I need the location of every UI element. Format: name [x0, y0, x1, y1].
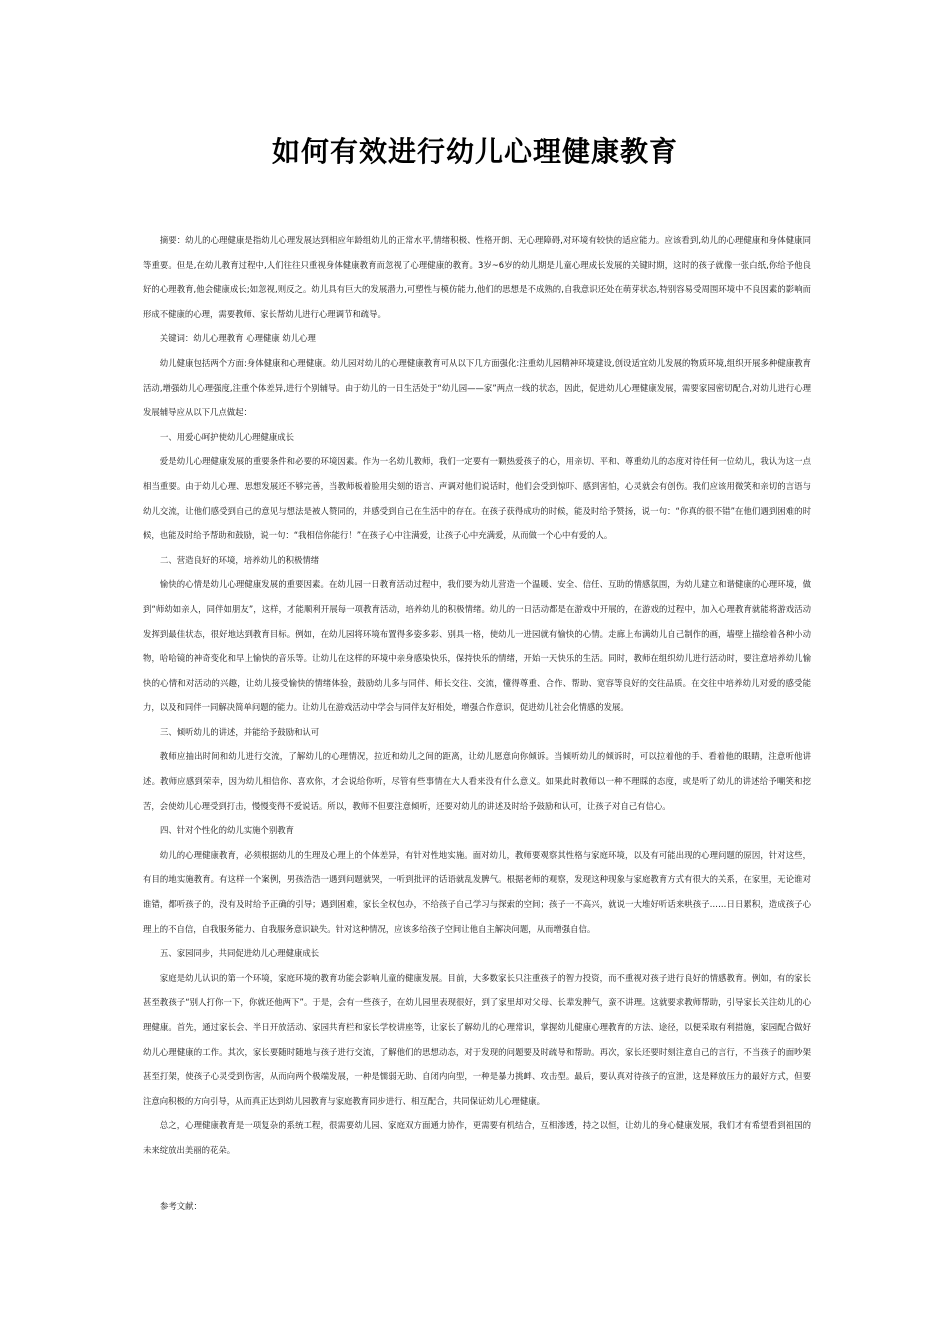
conclusion-paragraph: 总之，心理健康教育是一项复杂的系统工程，很需要幼儿园、家庭双方面通力协作，更需要有机结合，互相渗透，持之以恒，让幼儿的身心健康发展，我们才有希望看到祖国的未来绽放出美丽的花朵。: [143, 1120, 811, 1155]
document-body: [143, 228, 811, 1163]
section-heading-3: 三、倾听幼儿的讲述，并能给予鼓励和认可: [160, 726, 320, 737]
keywords-line: 关键词：幼儿心理教育 心理健康 幼儿心理: [159, 333, 316, 344]
section-paragraph-5: 家庭是幼儿认识的第一个环境，家庭环境的教育功能会影响儿童的健康发展。目前，大多数家长只注重孩子的智力投资，而不重视对孩子进行良好的情感教育。例如，有的家长甚至教孩子“别人打你一下，你就还他两下”。于是，会有一些孩子，在幼儿园里表现很好，到了家里却对父母、长辈发脾气，蛮不讲理。这就要求教师帮助，引导家长关注幼儿的心理健康。首先，通过家长会、半日开放活动、家园共育栏和家长学校讲座等，让家长了解幼儿的心理常识，掌握幼儿健康心理教育的方法、途径，以便采取有利措施，家园配合做好幼儿心理健康的工作。其次，家长要随时随地与孩子进行交流，了解他们的思想动态，对于发现的问题要及时疏导和帮助。再次，家长还要时刻注意自己的言行，不当孩子的面吵架甚至打架，使孩子心灵受到伤害，从而向两个极端发展，一种是懦弱无助、自闭内向型，一种是暴力挑衅、攻击型。最后，要认真对待孩子的宣泄，这是释放压力的最好方式，但要注意向积极的方向引导，从而真正达到幼儿园教育与家庭教育同步进行、相互配合，共同保证幼儿心理健康。: [143, 972, 811, 1106]
section-heading-4: 四、针对个性化的幼儿实施个别教育: [160, 825, 294, 836]
intro-paragraph: 幼儿健康包括两个方面:身体健康和心理健康。幼儿园对幼儿的心理健康教育可从以下几方面强化:注重幼儿园精神环境建设,创设适宜幼儿发展的物质环境,组织开展多种健康教育活动,增强幼儿心理强度,注重个体差异,进行个别辅导。由于幼儿的一日生活处于“幼儿园——家”两点一线的状态，因此，促进幼儿心理健康发展，需要家园密切配合,对幼儿进行心理发展辅导应从以下几点做起：: [143, 357, 811, 418]
section-paragraph-4: 幼儿的心理健康教育，必须根据幼儿的生理及心理上的个体差异，有针对性地实施。面对幼儿，教师要观察其性格与家庭环境，以及有可能出现的心理问题的原因，针对这些，有目的地实施教育。有这样一个案例，男孩浩浩一遇到问题就哭，一听到批评的话语就乱发脾气。根据老师的观察，发现这种现象与家庭教育方式有很大的关系，在家里，无论谁对谁错，都听孩子的，没有及时给予正确的引导；遇到困难，家长全权包办，不给孩子自己学习与探索的空间；孩子一不高兴，就说一大堆好听话来哄孩子……日日累积，造成孩子心理上的不自信，自我服务能力、自我服务意识缺失。针对这种情况，应该多给孩子空间让他自主解决问题，从而增强自信。: [143, 849, 811, 934]
section-paragraph-2: 愉快的心情是幼儿心理健康发展的重要因素。在幼儿园一日教育活动过程中，我们要为幼儿营造一个温暖、安全、信任、互助的情感氛围，为幼儿建立和谐健康的心理环境，做到“师幼如亲人，同伴如朋友”，这样，才能顺利开展每一项教育活动，培养幼儿的积极情绪。幼儿的一日活动都是在游戏中开展的，在游戏的过程中，加入心理教育就能将游戏活动发挥到最佳状态，很好地达到教育目标。例如，在幼儿园将环境布置得多姿多彩、别具一格，使幼儿一进园就有愉快的心情。走廊上布满幼儿自己制作的画，墙壁上描绘着各种小动物，哈哈镜的神奇变化和早上愉快的音乐等。让幼儿在这样的环境中亲身感染快乐，保持快乐的情绪，开始一天快乐的生活。同时，教师在组织幼儿进行活动时，要注意培养幼儿愉快的心情和对活动的兴趣，让幼儿接受愉快的情绪体验，鼓励幼儿多与同伴、师长交往、交流，懂得尊重、合作、帮助、宽容等良好的交往品质。在交往中培养幼儿对爱的感受能力，以及和同伴一同解决简单问题的能力。让幼儿在游戏活动中学会与同伴友好相处，增强合作意识，促进幼儿社会化情感的发展。: [143, 579, 811, 713]
section-heading-2: 二、营造良好的环境，培养幼儿的积极情绪: [160, 554, 320, 565]
section-heading-5: 五、家园同步，共同促进幼儿心理健康成长: [160, 948, 320, 959]
section-paragraph-3: 教师应抽出时间和幼儿进行交流，了解幼儿的心理情况，拉近和幼儿之间的距离，让幼儿愿意向你倾诉。当倾听幼儿的倾诉时，可以拉着他的手、看着他的眼睛，注意听他讲述。教师应感到荣幸，因为幼儿相信你、喜欢你，才会说给你听，尽管有些事情在大人看来没有什么意义。如果此时教师以一种不理睬的态度，或是听了幼儿的讲述给予嘲笑和挖苦，会使幼儿心理受到打击，慢慢变得不爱说话。所以，教师不但要注意倾听，还要对幼儿的讲述及时给予鼓励和认可，让孩子对自己有信心。: [143, 751, 811, 811]
document-title: 如何有效进行幼儿心理健康教育: [271, 135, 678, 168]
section-heading-1: 一、用爱心呵护使幼儿心理健康成长: [160, 431, 294, 442]
abstract-paragraph: 摘要：幼儿的心理健康是指幼儿心理发展达到相应年龄组幼儿的正常水平,情绪积极、性格开朗、无心理障碍,对环境有较快的适应能力。应该看到,幼儿的心理健康和身体健康同等重要。但是,在幼儿教育过程中,人们往往只重视身体健康教育而忽视了心理健康的教育。3岁~6岁的幼儿期是儿童心理成长发展的关键时期，这时的孩子就像一张白纸,你给予他良好的心理教育,他会健康成长;如忽视,则反之。幼儿具有巨大的发展潜力,可塑性与模仿能力,他们的思想是不成熟的,自我意识还处在萌芽状态,特别容易受周围环境中不良因素的影响而形成不健康的心理，需要教师、家长帮幼儿进行心理调节和疏导。: [143, 235, 811, 319]
section-paragraph-1: 爱是幼儿心理健康发展的重要条件和必要的环境因素。作为一名幼儿教师，我们一定要有一颗热爱孩子的心，用亲切、平和、尊重幼儿的态度对待任何一位幼儿，我认为这一点相当重要。由于幼儿心理、思想发展还不够完善，当教师板着脸用尖刻的语言、声调对他们说话时，他们会受到惊吓、感到害怕，心灵就会有创伤。我们应该用微笑和亲切的言语与幼儿交流，让他们感受到自己的意见与想法是被人赞同的，并感受到自己在生活中的存在。在孩子获得成功的时候，能及时给予赞扬，说一句：“你真的很不错”在他们遇到困难的时候，也能及时给予帮助和鼓励，说一句：“我相信你能行！”在孩子心中注满爱，让孩子心中充满爱，从而做一个心中有爱的人。: [143, 456, 811, 541]
references-label: 参考文献：: [160, 1201, 202, 1211]
